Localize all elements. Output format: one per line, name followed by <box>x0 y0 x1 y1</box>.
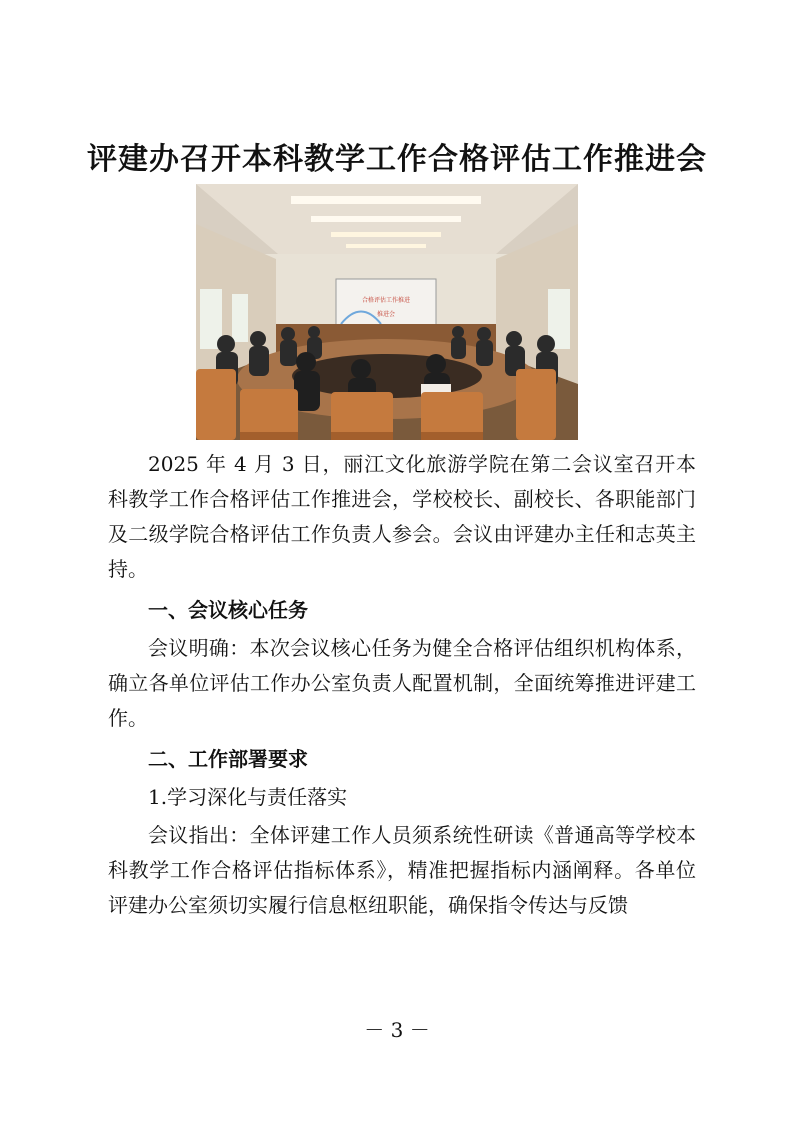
meeting-room-illustration <box>196 184 578 440</box>
meeting-photo <box>196 184 578 440</box>
paragraph-core-task: 会议明确：本次会议核心任务为健全合格评估组织机构体系，确立各单位评估工作办公室负责人配置机制，全面统筹推进评建工作。 <box>108 636 696 730</box>
article-title: 评建办召开本科教学工作合格评估工作推进会 <box>87 142 707 177</box>
page-number: － 3 － <box>364 1018 430 1042</box>
sub-heading-1: 1.学习深化与责任落实 <box>148 785 348 809</box>
paragraph-intro: 2025 年 4 月 3 日，丽江文化旅游学院在第二会议室召开本科教学工作合格评估工作推进会，学校校长、副校长、各职能部门及二级学院合格评估工作负责人参会。会议由评建办主任和志英主持。 <box>108 452 696 581</box>
section-heading-2: 二、工作部署要求 <box>148 747 308 771</box>
section-heading-1: 一、会议核心任务 <box>148 598 308 622</box>
screen-text-line2: 推进会 <box>376 311 396 318</box>
screen-text-line1: 合格评估工作推进 <box>361 297 411 304</box>
paragraph-study: 会议指出：全体评建工作人员须系统性研读《普通高等学校本科教学工作合格评估指标体系》，精准把握指标内涵阐释。各单位评建办公室须切实履行信息枢纽职能，确保指令传达与反馈 <box>108 823 696 917</box>
